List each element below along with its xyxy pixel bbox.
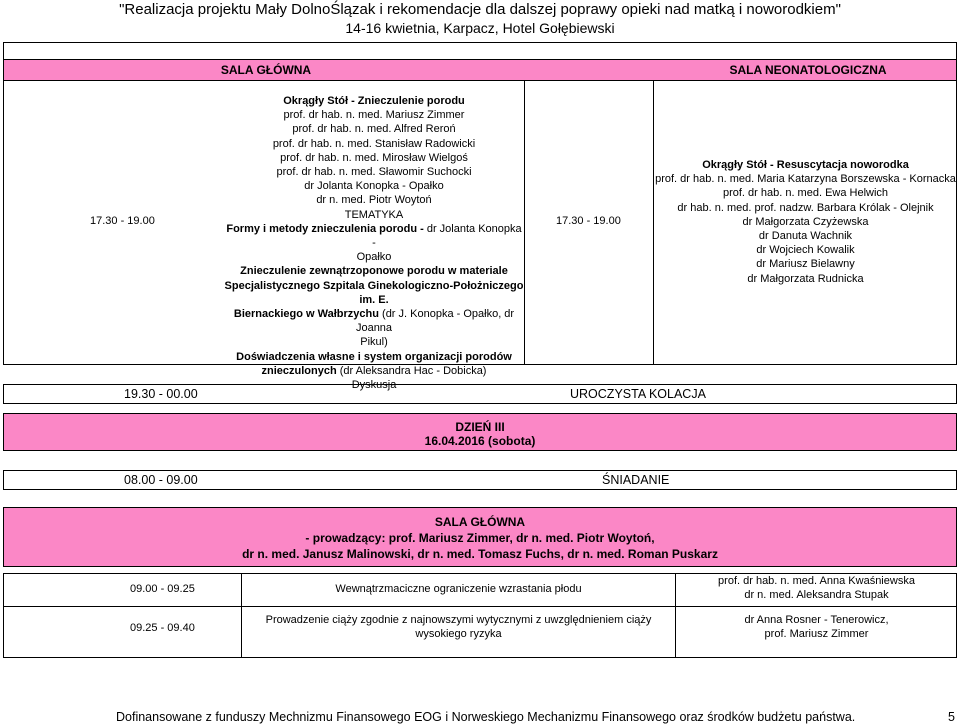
plenary-chairs: - prowadzący: prof. Mariusz Zimmer, dr n. med. Piotr Woytoń, (305, 531, 655, 545)
dinner-row (3, 384, 957, 404)
talk-title-line: Prowadzenie ciąży zgodnie z najnowszymi wytycznymi z uwzględnieniem ciąży (265, 614, 652, 626)
dinner-time: 19.30 - 00.00 (124, 387, 198, 401)
topic-3-speaker: (dr Aleksandra Hac - Dobicka) (339, 364, 487, 377)
topic-1-speaker: dr Jolanta Konopka - (372, 222, 522, 250)
hall-main-label: SALA GŁÓWNA (220, 63, 312, 77)
roundtable-title: Okrągły Stół - Znieczulenie porodu (283, 95, 465, 107)
page-number: 5 (948, 710, 955, 724)
title-line-1: "Realizacja projektu Mały DolnoŚlązak i rekomendacje dla dalszej poprawy opieki nad matką i noworodkiem" (119, 1, 841, 18)
neonatal-roundtable-title: Okrągły Stół - Resuscytacja noworodka (702, 159, 909, 171)
session-time-neonatal: 17.30 - 19.00 (556, 215, 621, 227)
panelist: prof. dr hab. n. med. Ewa Helwich (722, 187, 889, 200)
table-top-border (3, 42, 957, 59)
talk-time: 09.25 - 09.40 (130, 622, 195, 634)
funding-note: Dofinansowane z funduszy Mechnizmu Finansowego EOG i Norweskiego Mechanizmu Finansowego oraz środków budżetu państwa. (116, 710, 856, 724)
document-title (0, 1, 960, 37)
panelist: prof. dr hab. n. med. Mirosław Wielgoś (280, 151, 468, 164)
panelist: dr hab. n. med. prof. nadzw. Barbara Królak - Olejnik (677, 201, 934, 214)
panelist: prof. dr hab. n. med. Maria Katarzyna Borszewska - Kornacka (655, 173, 956, 186)
panelist: dr Małgorzata Czyżewska (742, 215, 869, 228)
topic-2-speaker-cont: Pikul) (360, 336, 388, 349)
topic-3 (224, 364, 524, 378)
speaker: dr n. med. Aleksandra Stupak (744, 589, 889, 602)
day-header (3, 413, 957, 451)
session-time-main: 17.30 - 19.00 (90, 215, 155, 227)
topic-3-title-end: znieczulonych (261, 364, 340, 377)
day-date: 16.04.2016 (sobota) (424, 434, 536, 448)
breakfast-row (3, 470, 957, 490)
panelist: dr Wojciech Kowalik (756, 244, 855, 257)
hall-header-row (3, 59, 957, 81)
topic-2-speaker: (dr J. Konopka - Opałko, dr Joanna (355, 308, 515, 335)
panelist: dr Mariusz Bielawny (756, 258, 855, 271)
title-line-2: 14-16 kwietnia, Karpacz, Hotel Gołębiewski (345, 20, 615, 36)
panelist: dr Małgorzata Rudnicka (747, 272, 864, 285)
panelist: prof. dr hab. n. med. Mariusz Zimmer (283, 109, 465, 122)
breakfast-time: 08.00 - 09.00 (124, 473, 198, 487)
talk-title (242, 613, 675, 641)
breakfast-label: ŚNIADANIE (602, 473, 670, 487)
panelist: dr n. med. Piotr Woytoń (316, 194, 432, 207)
topic-1-speaker-cont: Opałko (356, 251, 392, 264)
panelist: prof. dr hab. n. med. Sławomir Suchocki (276, 166, 472, 179)
speaker: prof. Mariusz Zimmer (764, 628, 869, 641)
speaker: prof. dr hab. n. med. Anna Kwaśniewska (718, 575, 915, 587)
topic-2-title-end: Biernackiego w Wałbrzychu (233, 308, 383, 321)
panelist: prof. dr hab. n. med. Stanisław Radowicki (272, 137, 476, 150)
topics-label: TEMATYKA (344, 208, 404, 221)
topic-2-title-cont: Specjalistycznego Szpitala Ginekologiczno-Położniczego im. E. (224, 279, 524, 306)
day-label: DZIEŃ III (455, 420, 505, 434)
talk-speakers (676, 613, 957, 641)
discussion-label: Dyskusja (351, 379, 397, 392)
plenary-hall: SALA GŁÓWNA (434, 515, 526, 529)
hall-neonatal-label: SALA NEONATOLOGICZNA (729, 63, 887, 77)
plenary-chairs-cont: dr n. med. Janusz Malinowski, dr n. med. Tomasz Fuchs, dr n. med. Roman Puskarz (242, 547, 718, 561)
panelist: dr Jolanta Konopka - Opałko (304, 180, 444, 193)
topic-1 (224, 222, 524, 250)
plenary-header (3, 507, 957, 567)
neonatal-session-content (654, 158, 957, 286)
talk-title-line: wysokiego ryzyka (415, 628, 502, 641)
divider (524, 80, 525, 365)
panelist: dr Danuta Wachnik (758, 230, 853, 243)
speaker: dr Anna Rosner - Tenerowicz, (744, 614, 889, 626)
topic-3-title: Doświadczenia własne i system organizacji porodów (236, 350, 512, 363)
topic-2 (224, 307, 524, 335)
talk-time: 09.00 - 09.25 (130, 583, 195, 595)
main-session-content (224, 94, 524, 392)
topic-1-title: Formy i metody znieczulenia porodu - (226, 222, 427, 235)
topic-2-title: Znieczulenie zewnątrzoponowe porodu w materiale (240, 265, 508, 278)
talk-title: Wewnątrzmaciczne ograniczenie wzrastania płodu (335, 583, 582, 595)
dinner-label: UROCZYSTA KOLACJA (570, 387, 706, 401)
talk-speakers (676, 574, 957, 602)
panelist: prof. dr hab. n. med. Alfred Reroń (292, 123, 456, 136)
row-divider (3, 606, 957, 607)
